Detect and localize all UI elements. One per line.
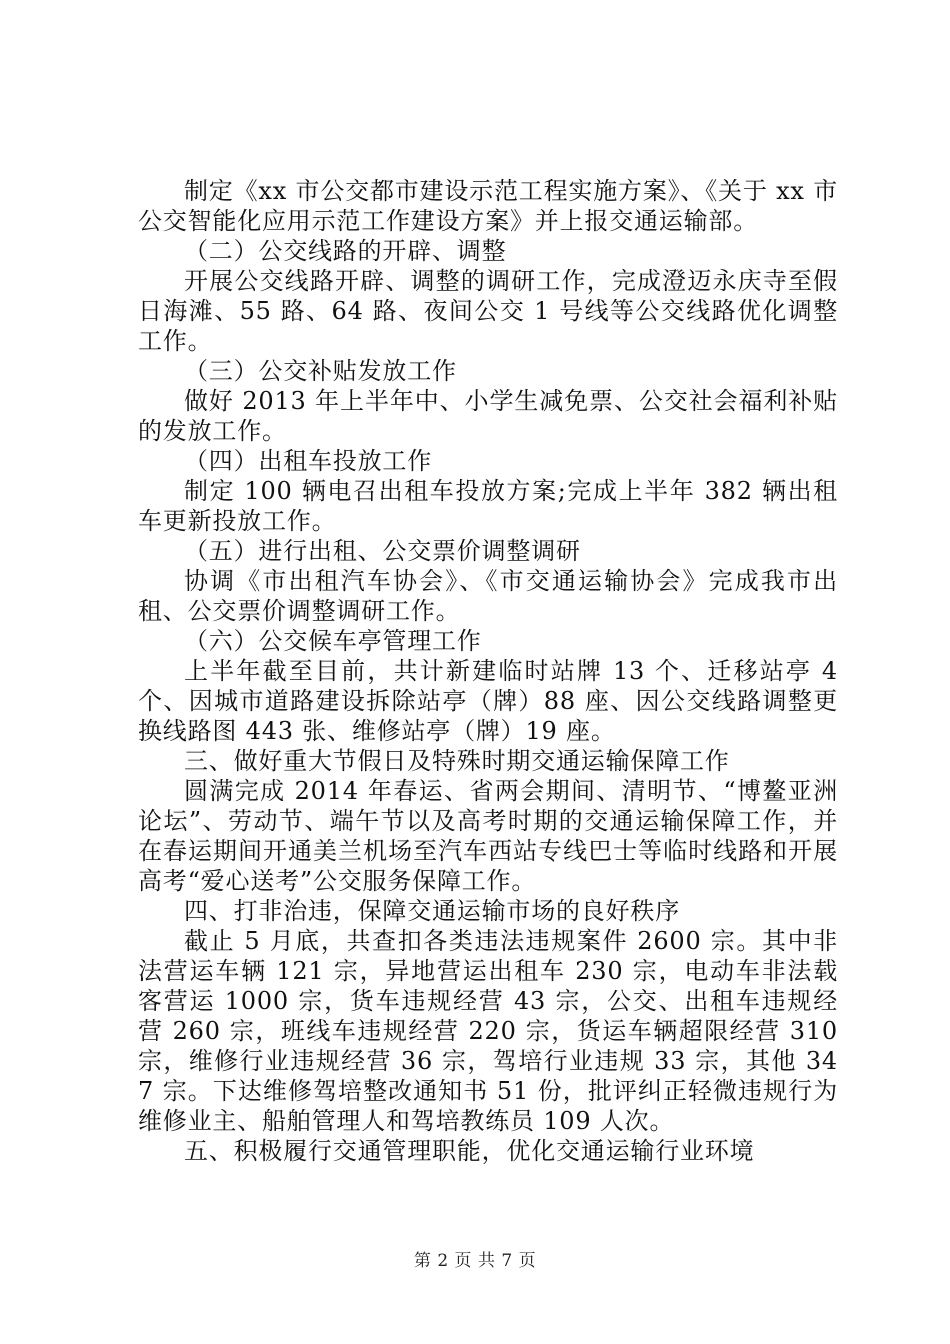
paragraph-plan-submission: 制定《xx 市公交都市建设示范工程实施方案》、《关于 xx 市公交智能化应用示范工作建设方案》并上报交通运输部。: [138, 177, 838, 235]
heading-enforcement: 四、打非治违，保障交通运输市场的良好秩序: [184, 897, 680, 925]
paragraph-fare-research: 协调《市出租汽车协会》、《市交通运输协会》完成我市出租、公交票价调整调研工作。: [138, 567, 838, 625]
heading-bus-shelter: （六）公交候车亭管理工作: [184, 627, 482, 655]
page-footer: 第 2 页 共 7 页: [413, 1251, 537, 1271]
heading-bus-subsidy: （三）公交补贴发放工作: [184, 357, 457, 385]
heading-bus-routes: （二）公交线路的开辟、调整: [184, 237, 507, 265]
document-body: [138, 176, 838, 1166]
heading-management: 五、积极履行交通管理职能，优化交通运输行业环境: [184, 1137, 755, 1165]
heading-taxi-deployment: （四）出租车投放工作: [184, 447, 432, 475]
paragraph-bus-routes: 开展公交线路开辟、调整的调研工作，完成澄迈永庆寺至假日海滩、55 路、64 路、夜间公交 1 号线等公交线路优化调整工作。: [138, 267, 838, 355]
paragraph-holiday-support: 圆满完成 2014 年春运、省两会期间、清明节、“博鳌亚洲论坛”、劳动节、端午节以及高考时期的交通运输保障工作，并在春运期间开通美兰机场至汽车西站专线巴士等临时线路和开展高考“爱心送考”公交服务保障工作。: [138, 777, 838, 895]
paragraph-taxi-deployment: 制定 100 辆电召出租车投放方案;完成上半年 382 辆出租车更新投放工作。: [138, 477, 838, 535]
paragraph-bus-shelter: 上半年截至目前，共计新建临时站牌 13 个、迁移站亭 4 个、因城市道路建设拆除站亭（牌）88 座、因公交线路调整更换线路图 443 张、维修站亭（牌）19 座。: [138, 657, 838, 745]
heading-fare-research: （五）进行出租、公交票价调整调研: [184, 537, 581, 565]
paragraph-bus-subsidy: 做好 2013 年上半年中、小学生减免票、公交社会福利补贴的发放工作。: [138, 387, 838, 445]
paragraph-enforcement: 截止 5 月底，共查扣各类违法违规案件 2600 宗。其中非法营运车辆 121 宗，异地营运出租车 230 宗，电动车非法载客营运 1000 宗，货车违规经营 43 宗，公交、出租车违规经营 260 宗，班线车违规经营 220 宗，货运车辆超限经营 310 宗，维修行业违规经营 36 宗，驾培行业违规 33 宗，其他 347 宗。下达维修驾培整改通知书 51 份，批评纠正轻微违规行为维修业主、船舶管理人和驾培教练员 109 人次。: [138, 927, 838, 1135]
heading-holiday-support: 三、做好重大节假日及特殊时期交通运输保障工作: [184, 747, 730, 775]
